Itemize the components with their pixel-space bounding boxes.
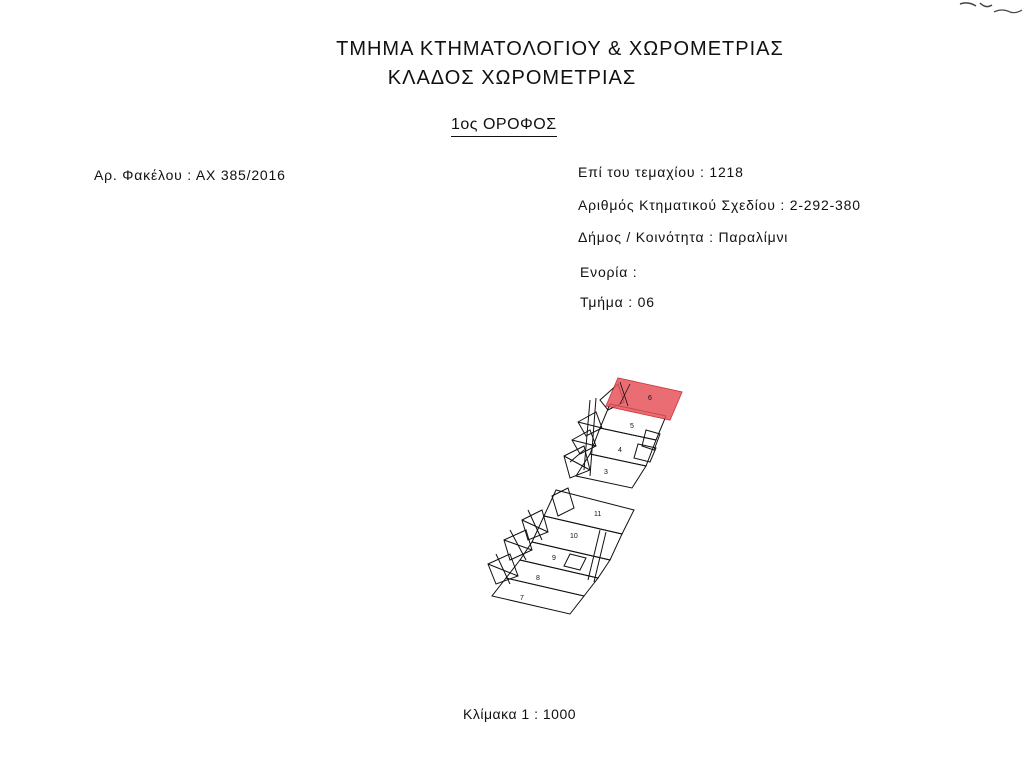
plot-number: Επί του τεμαχίου : 1218 <box>578 164 744 180</box>
unit-label: 6 <box>648 395 652 402</box>
branch-title: ΚΛΑΔΟΣ ΧΩΡΟΜΕΤΡΙΑΣ <box>387 67 637 89</box>
unit-label: 11 <box>594 511 602 518</box>
cadastral-plan-number: Αριθμός Κτηματικού Σχεδίου : 2-292-380 <box>578 197 861 213</box>
file-number: Αρ. Φακέλου : ΑΧ 385/2016 <box>94 167 286 183</box>
unit-label: 10 <box>570 533 578 540</box>
scale-label: Κλίμακα 1 : 1000 <box>463 706 577 722</box>
municipality: Δήμος / Κοινότητα : Παραλίμνι <box>578 229 789 245</box>
floor-plan <box>460 370 700 620</box>
parish: Ενορία : <box>580 264 638 280</box>
unit-label: 3 <box>604 469 608 476</box>
floor-heading: 1ος ΟΡΟΦΟΣ <box>451 116 557 137</box>
unit-label: 7 <box>520 595 524 602</box>
handwritten-mark <box>958 0 1024 18</box>
unit-label: 9 <box>552 555 556 562</box>
section-number: Τμήμα : 06 <box>580 294 655 310</box>
unit-label: 4 <box>618 447 622 454</box>
department-title: ΤΜΗΜΑ ΚΤΗΜΑΤΟΛΟΓΙΟΥ & ΧΩΡΟΜΕΤΡΙΑΣ <box>336 38 784 60</box>
unit-label: 5 <box>630 423 634 430</box>
unit-label: 8 <box>536 575 540 582</box>
